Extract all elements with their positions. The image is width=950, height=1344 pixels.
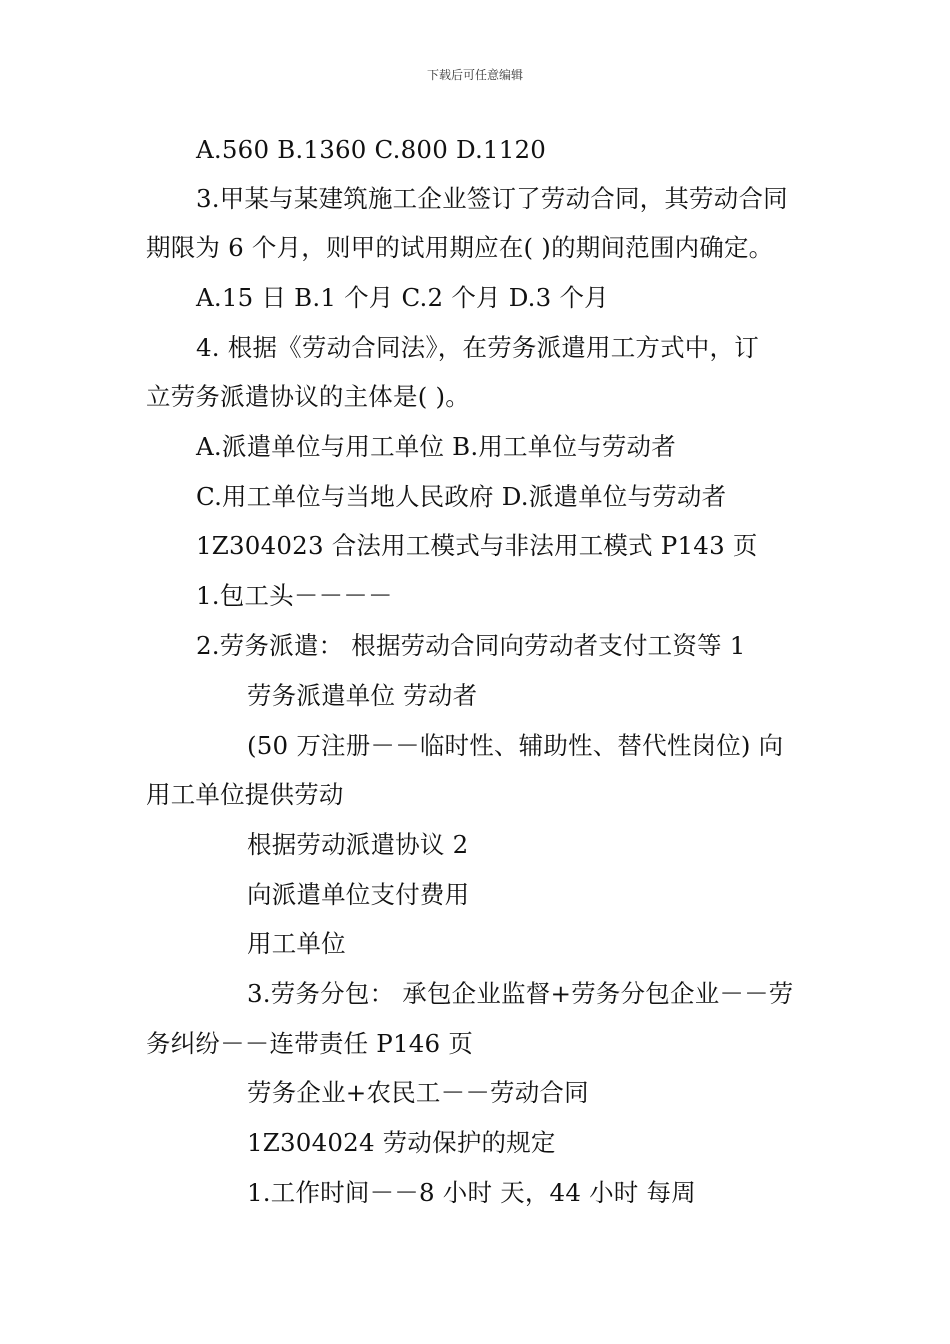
list-item-2: 2.劳务派遣： 根据劳动合同向劳动者支付工资等 1 <box>196 631 746 660</box>
answer-options-q3: A.15 日 B.1 个月 C.2 个月 D.3 个月 <box>196 283 609 312</box>
question-3-line-1: 3.甲某与某建筑施工企业签订了劳动合同，其劳动合同 <box>196 184 788 213</box>
answer-options-q4-ab: A.派遣单位与用工单位 B.用工单位与劳动者 <box>196 432 676 461</box>
answer-options-q2: A.560 B.1360 C.800 D.1120 <box>196 135 547 164</box>
question-4-line-2: 立劳务派遣协议的主体是( )。 <box>146 382 470 411</box>
working-hours-item: 1.工作时间－－8 小时 天，44 小时 每周 <box>247 1178 696 1207</box>
answer-options-q4-cd: C.用工单位与当地人民政府 D.派遣单位与劳动者 <box>196 482 727 511</box>
diagram-text-dispatch-unit: 劳务派遣单位 劳动者 <box>247 681 478 710</box>
section-heading-1z304023: 1Z304023 合法用工模式与非法用工模式 P143 页 <box>196 531 758 560</box>
list-item-1: 1.包工头－－－－ <box>196 581 393 610</box>
question-3-line-2: 期限为 6 个月，则甲的试用期应在( )的期间范围内确定。 <box>146 233 774 262</box>
labor-contract-note: 劳务企业+农民工－－劳动合同 <box>247 1078 589 1107</box>
list-item-3-line-1: 3.劳务分包： 承包企业监督+劳务分包企业－－劳 <box>247 979 794 1008</box>
diagram-text-agreement: 根据劳动派遣协议 2 <box>247 830 469 859</box>
diagram-text-employer: 用工单位 <box>247 929 346 958</box>
page-header: 下载后可任意编辑 <box>426 68 523 82</box>
diagram-text-provide-labor: 用工单位提供劳动 <box>146 780 344 809</box>
list-item-3-line-2: 务纠纷－－连带责任 P146 页 <box>146 1029 474 1058</box>
diagram-text-registration: (50 万注册－－临时性、辅助性、替代性岗位) 向 <box>247 731 784 760</box>
question-4-line-1: 4. 根据《劳动合同法》，在劳务派遣用工方式中，订 <box>196 333 759 362</box>
section-heading-1z304024: 1Z304024 劳动保护的规定 <box>247 1128 556 1157</box>
diagram-text-pay-fees: 向派遣单位支付费用 <box>247 880 470 909</box>
